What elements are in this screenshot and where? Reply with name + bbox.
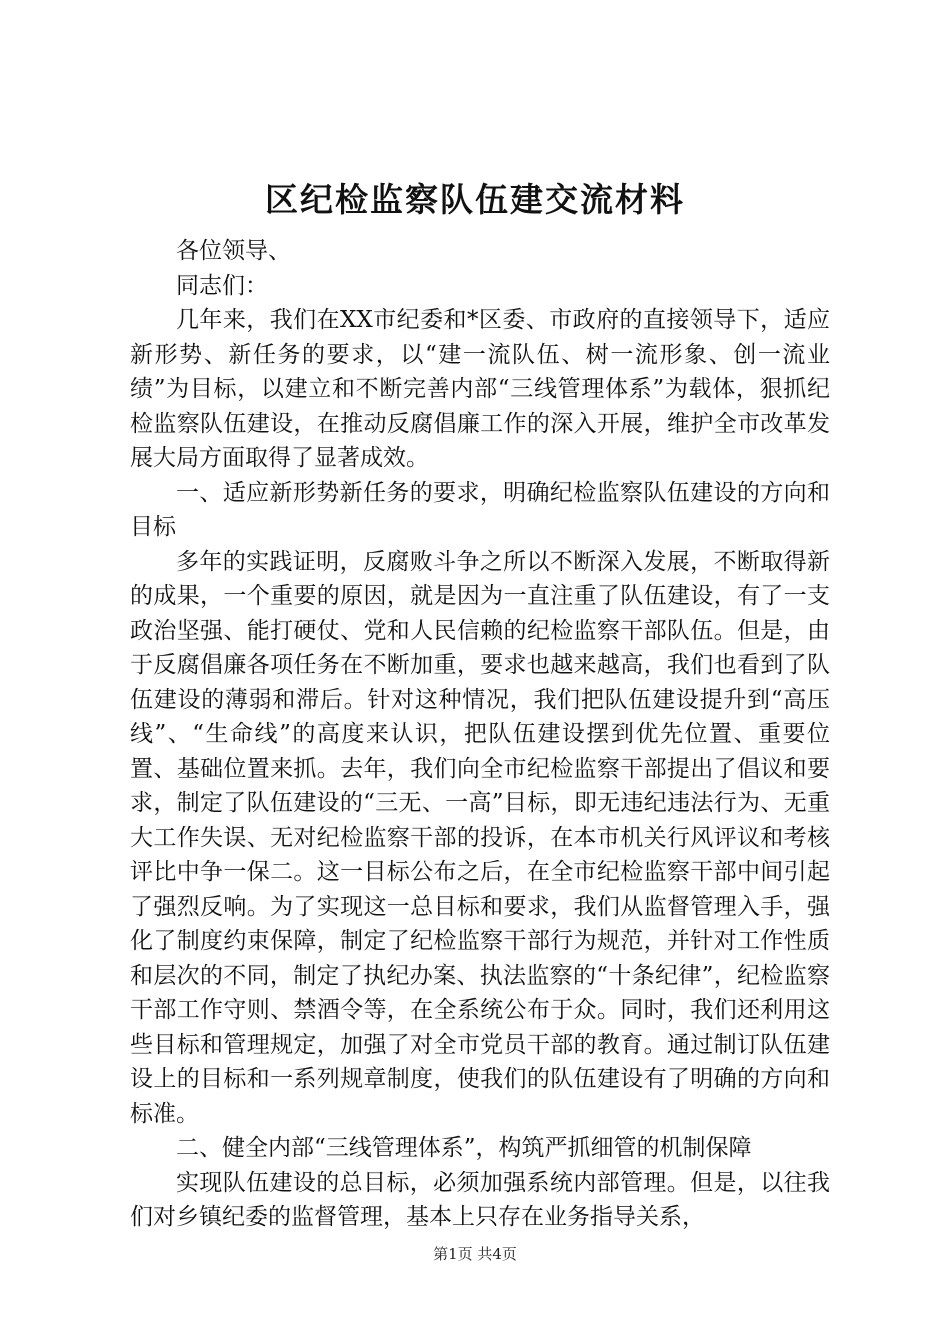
section-heading-1: 一、适应新形势新任务的要求，明确纪检监察队伍建设的方向和目标: [130, 479, 830, 540]
section-2-paragraph: 实现队伍建设的总目标，必须加强系统内部管理。但是，以往我们对乡镇纪委的监督管理，基本上只存在业务指导关系，: [130, 1169, 830, 1230]
document-title: 区纪检监察队伍建交流材料: [265, 180, 685, 219]
section-1-paragraph: 多年的实践证明，反腐败斗争之所以不断深入发展，不断取得新的成果，一个重要的原因，就是因为一直注重了队伍建设，有了一支政治坚强、能打硬仗、党和人民信赖的纪检监察干部队伍。但是，由于反腐倡廉各项任务在不断加重，要求也越来越高，我们也看到了队伍建设的薄弱和滞后。针对这种情况，我们把队伍建设提升到“高压线”、“生命线”的高度来认识，把队伍建设摆到优先位置、重要位置、基础位置来抓。去年，我们向全市纪检监察干部提出了倡议和要求，制定了队伍建设的“三无、一高”目标，即无违纪违法行为、无重大工作失误、无对纪检监察干部的投诉，在本市机关行风评议和考核评比中争一保二。这一目标公布之后，在全市纪检监察干部中间引起了强烈反响。为了实现这一总目标和要求，我们从监督管理入手，强化了制度约束保障，制定了纪检监察干部行为规范，并针对工作性质和层次的不同，制定了执纪办案、执法监察的“十条纪律”，纪检监察干部工作守则、禁酒令等，在全系统公布于众。同时，我们还利用这些目标和管理规定，加强了对全市党员干部的教育。通过制订队伍建设上的目标和一系列规章制度，使我们的队伍建设有了明确的方向和标准。: [130, 548, 830, 1127]
document-body: [130, 234, 830, 1235]
intro-paragraph: 几年来，我们在XX市纪委和*区委、市政府的直接领导下，适应新形势、新任务的要求，以“建一流队伍、树一流形象、创一流业绩”为目标，以建立和不断完善内部“三线管理体系”为载体，狠抓纪检监察队伍建设，在推动反腐倡廉工作的深入开展，维护全市改革发展大局方面取得了显著成效。: [130, 307, 830, 471]
salutation-comrades: 同志们：: [176, 272, 268, 299]
salutation-leaders: 各位领导、: [176, 238, 291, 264]
section-heading-2: 二、健全内部“三线管理体系”，构筑严抓细管的机制保障: [176, 1135, 752, 1161]
page-number-footer: 第1页 共4页: [433, 1245, 517, 1263]
